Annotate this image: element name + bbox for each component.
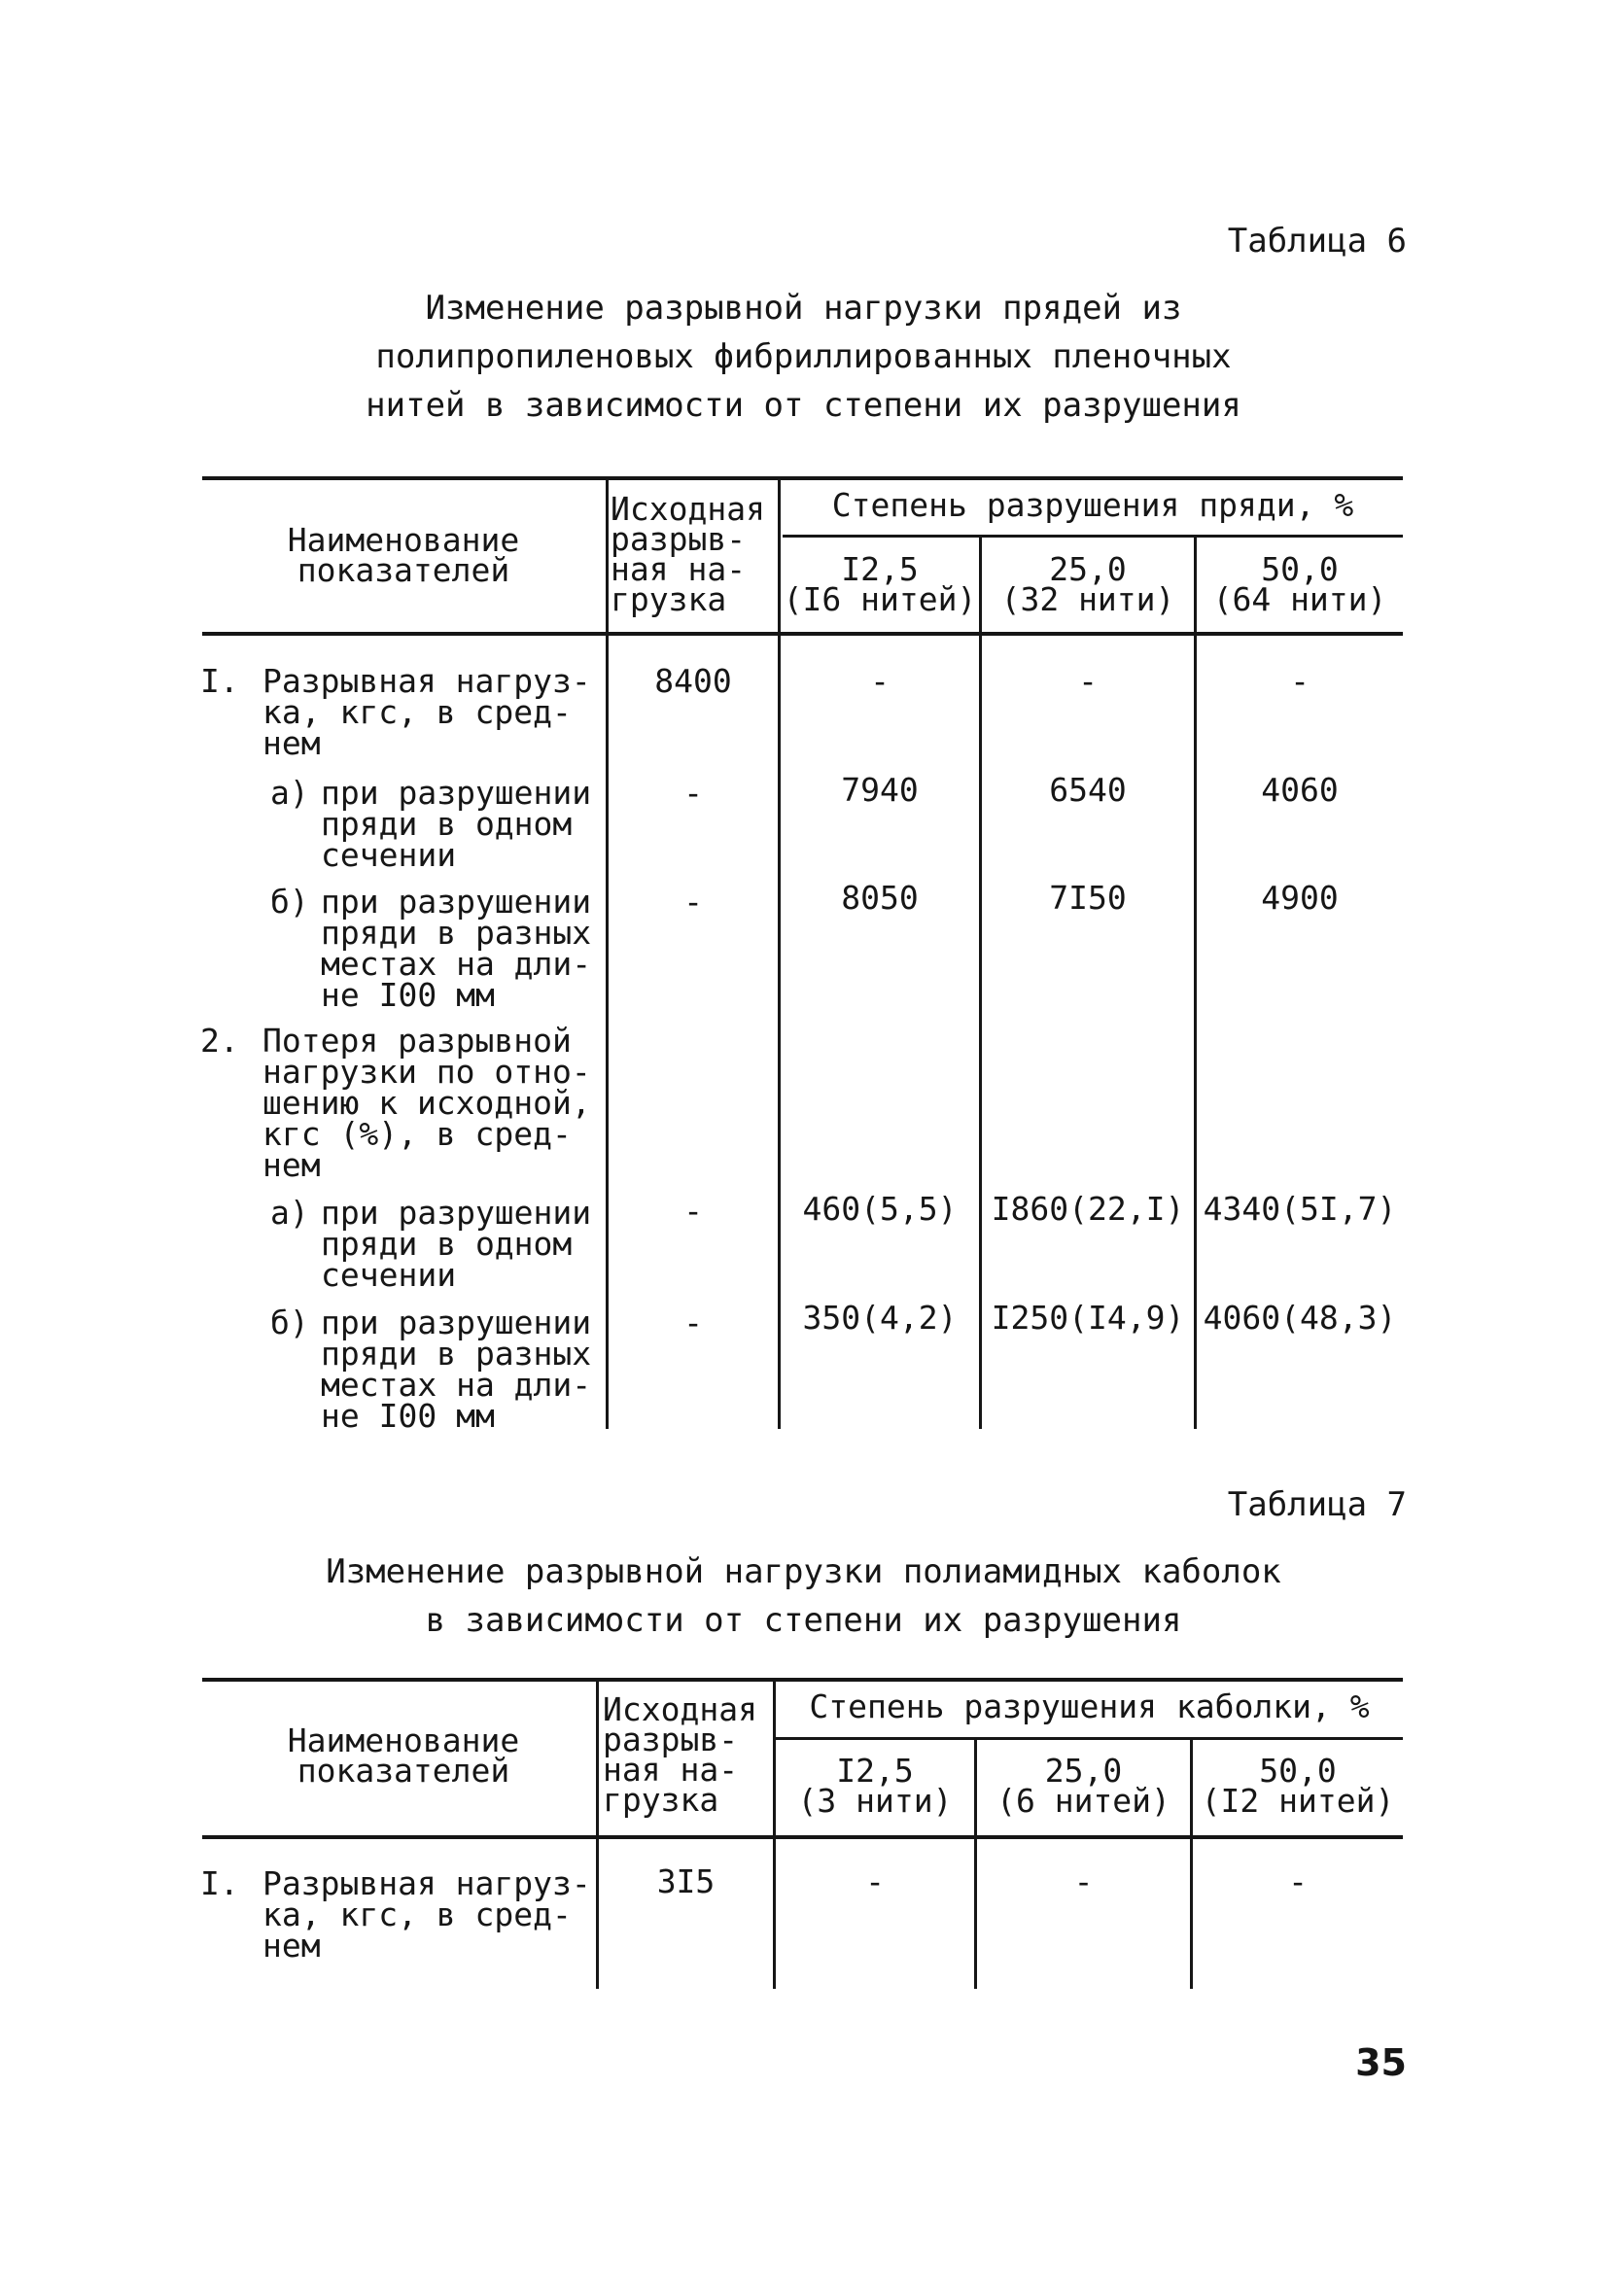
title-line: в зависимости от степени их разрушения <box>425 1601 1182 1640</box>
cell-value: - <box>1078 662 1098 700</box>
row-label: при разрушении пряди в разных местах на дли- не I00 мм <box>321 1304 592 1435</box>
row-label: Разрывная нагруз- ка, кгс, в сред- нем <box>262 662 591 762</box>
column-divider <box>778 478 781 1429</box>
column-divider <box>596 1680 599 1989</box>
header-initial: Исходная разрыв- ная на- грузка <box>603 1690 757 1819</box>
header-name: Наименование показателей <box>287 1722 520 1790</box>
cell-value: 460(5,5) <box>802 1190 958 1228</box>
cell-value: 7940 <box>841 771 919 809</box>
row-label: при разрушении пряди в одном сечении <box>321 774 592 874</box>
header-sub-col: 50,0 (64 нити) <box>1212 550 1387 618</box>
header-sub-col: 25,0 (6 нитей) <box>996 1752 1170 1820</box>
header-name: Наименование показателей <box>287 521 520 589</box>
cell-initial: 8400 <box>654 662 732 700</box>
header-bottom-rule <box>202 1835 1403 1839</box>
row-label: Разрывная нагруз- ка, кгс, в сред- нем <box>262 1864 591 1965</box>
row-number: а) <box>270 774 309 812</box>
title-line: Изменение разрывной нагрузки полиамидных каболок <box>326 1552 1281 1591</box>
cell-value: 4340(5I,7) <box>1203 1190 1397 1228</box>
row-label: при разрушении пряди в одном сечении <box>321 1194 592 1294</box>
cell-value: 4060 <box>1261 771 1339 809</box>
cell-initial: - <box>683 774 703 812</box>
table-7-label: Таблица 7 <box>1227 1485 1407 1524</box>
cell-value: - <box>1288 1862 1308 1900</box>
cell-initial: - <box>683 1192 703 1230</box>
cell-initial: - <box>683 1304 703 1341</box>
title-line: Изменение разрывной нагрузки прядей из <box>425 289 1182 328</box>
title-line: полипропиленовых фибриллированных пленочных <box>375 337 1232 376</box>
row-label: при разрушении пряди в разных местах на дли- не I00 мм <box>321 883 592 1014</box>
cell-value: 4060(48,3) <box>1203 1299 1397 1337</box>
row-number: а) <box>270 1194 309 1232</box>
cell-value: 4900 <box>1261 879 1339 917</box>
table-top-rule <box>202 1678 1403 1682</box>
row-label: Потеря разрывной нагрузки по отно- шению к исходной, кгс (%), в сред- нем <box>262 1022 591 1184</box>
row-number: б) <box>270 1304 309 1341</box>
header-degree: Степень разрушения пряди, % <box>831 486 1354 524</box>
cell-initial: 3I5 <box>656 1862 716 1900</box>
cell-value: I250(I4,9) <box>991 1299 1185 1337</box>
header-bottom-rule <box>202 632 1403 636</box>
cell-value: 7I50 <box>1049 879 1127 917</box>
row-number: I. <box>200 662 239 700</box>
cell-value: - <box>865 1862 885 1900</box>
header-initial: Исходная разрыв- ная на- грузка <box>611 490 765 618</box>
cell-value: 6540 <box>1049 771 1127 809</box>
column-divider <box>606 478 609 1429</box>
header-degree: Степень разрушения каболки, % <box>809 1687 1370 1725</box>
cell-value: - <box>870 662 890 700</box>
table-6-title <box>0 284 1607 430</box>
cell-value: - <box>1073 1862 1094 1900</box>
header-sub-rule <box>783 535 1403 538</box>
cell-value: - <box>1290 662 1310 700</box>
column-divider <box>773 1680 776 1989</box>
row-number: б) <box>270 883 309 921</box>
header-sub-col: I2,5 (I6 нитей) <box>783 550 977 618</box>
row-number: 2. <box>200 1022 239 1060</box>
header-sub-col: 25,0 (32 нити) <box>1000 550 1175 618</box>
table-6-label: Таблица 6 <box>1227 222 1407 261</box>
table-7-title <box>0 1548 1607 1645</box>
title-line: нитей в зависимости от степени их разрушения <box>366 386 1241 425</box>
header-sub-rule <box>776 1737 1403 1740</box>
row-number: I. <box>200 1864 239 1902</box>
cell-value: 350(4,2) <box>802 1299 958 1337</box>
table-top-rule <box>202 476 1403 480</box>
header-sub-col: I2,5 (3 нити) <box>797 1752 953 1820</box>
cell-value: I860(22,I) <box>991 1190 1185 1228</box>
header-sub-col: 50,0 (I2 нитей) <box>1201 1752 1395 1820</box>
page-number: 35 <box>1355 2041 1407 2084</box>
cell-initial: - <box>683 883 703 921</box>
cell-value: 8050 <box>841 879 919 917</box>
